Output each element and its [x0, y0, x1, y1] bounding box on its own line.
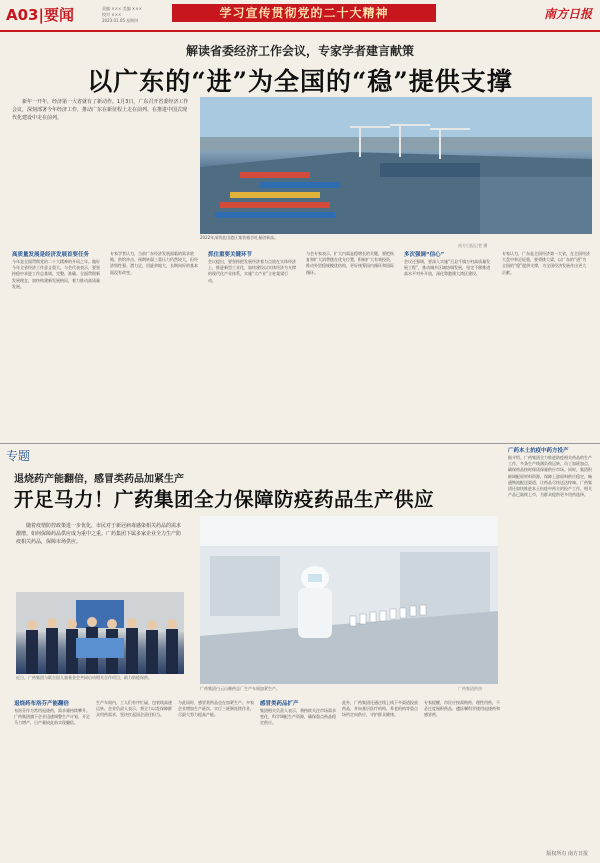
page-code: A03|要闻	[6, 6, 74, 24]
factory-photo-credit: 广药集团供图	[458, 686, 482, 691]
story2-columns	[14, 700, 504, 858]
campaign-banner: 学习宣传贯彻党的二十大精神	[172, 4, 436, 22]
story1-col: 与会专家表示，扩大内需是稳增长的关键，要把恢复和扩大消费摆在优先位置，积极扩大有效投资，推动外贸稳规模优结构，更好统筹国内循环和国际循环。	[306, 251, 394, 275]
ceremony-photo-caption: 近日，广药集团与联合国儿童基金会共同启动相关合作项目，助力防疫保供。	[16, 675, 152, 680]
story2-col: 与此同时，感冒类药品也在加紧生产。多家企业增加生产班次，实行三班倒连续作业，尽最大努力提高产能。	[178, 700, 254, 718]
section-divider	[0, 443, 600, 444]
factory-photo	[200, 516, 498, 684]
story2-col: 感冒类药品扩产 集团相关负责人表示，将持续关注市场需求变化，科学调配生产资源，确保重点药品稳定供应。	[260, 701, 336, 726]
topic-label: 专题	[6, 449, 31, 463]
story1-col: 专家学者认为，当前广东经济发展面临的需求收缩、供给冲击、预期转弱三重压力仍然较大，但经济韧性强、潜力足、回旋余地大，长期向好的基本面没有改变。	[110, 251, 198, 275]
editor-meta: 责编 ××× 美编 ××× 校对 ××× 2023.01.05 星期四	[102, 6, 142, 23]
port-photo-caption: 2022年深圳盐田港区集装箱吞吐量创新高。	[200, 235, 279, 240]
newspaper-logo: 南方日报	[543, 7, 592, 21]
story1-headline: 以广东的“进”为全国的“稳”提供支撑	[87, 67, 513, 96]
story2-kicker: 退烧药产能翻倍，感冒类药品加紧生产	[14, 474, 184, 485]
story2-col: 生产车间内，工人们有序忙碌，包装线高速运转。企业负责人表示，将全力以赴保障群众用药需求，坚决扛起国企责任担当。	[96, 700, 172, 718]
story1-col: 高质量发展是经济发展首要任务 今年是全面贯彻党的二十大精神的开局之年。做好今年全省经济工作意义重大。与会代表表示，要坚持稳中求进工作总基调，完整、准确、全面贯彻新发展理念，加快构建新发展格局，着力推动高质量发展。	[12, 252, 100, 289]
story1-col: 多次强调“信心” 会议还强调，要深入实施“百县千镇万村高质量发展工程”，推动城乡区域协调发展，坚定不移推进高水平对外开放，深化粤港澳大湾区建设。	[404, 252, 491, 277]
page-footer: 版权所有 南方日报	[546, 851, 588, 857]
ceremony-photo	[16, 592, 184, 674]
story1-col: 抓住重要关键环节 会议提出，要坚持把发展经济着力点放在实体经济上，推进新型工业化，加快建设以实体经济为支撑的现代化产业体系，实施“大产业”立柱架梁行动。	[208, 252, 296, 283]
story1-lead: 新年一开年，经济第一大省就有了新动作。1月3日，广东召开省委经济工作会议，深刻部署今年经济工作，推动广东在新征程上走在前列、在推进中国式现代化建设中走在前列。	[12, 99, 189, 121]
story1-kicker: 解读省委经济工作会议，专家学者建言献策	[185, 44, 414, 58]
story2-col: 退烧药布洛芬产能翻倍 布洛芬作为常用退烧药，需求量持续攀升。广药集团旗下企业迅速调整生产计划，开足马力增产，日产量较此前实现翻倍。	[14, 701, 90, 726]
factory-photo-caption: 广药集团白云山制药总厂生产车间加紧生产。	[200, 686, 280, 691]
port-photo-credit: 南方日报记者 摄	[458, 243, 488, 248]
story2-lead: 随着疫情防控政策进一步优化，市民对于新冠病毒感染相关药品的需求激增。如何保障药品供应成为重中之重。广药集团下属多家企业全力生产防疫相关药品，保障市场供应。	[16, 523, 182, 545]
story1-col: 专家认为，广东是全国经济第一大省，在全国经济大盘中举足轻重，要勇挑大梁，以广东的“进”为全国的“稳”提供支撑，为全国经济发展作出更大贡献。	[502, 251, 590, 275]
masthead	[0, 0, 600, 32]
story1-columns	[12, 251, 590, 431]
story2-headline: 开足马力！广药集团全力保障防疫药品生产供应	[14, 488, 435, 511]
story2-right-column: 广药本土抗疫中药方投产 据介绍，广药集团全力推进防疫相关药品的生产工作，多条生产线满负荷运转，员工加班加点，确保药品按时保质保量供应市场。同时，集团积极调配原材料资源，保障上游原料供应稳定，畅通物流配送渠道，让药品尽快送达终端。广药集团还加快推进本土抗疫中药方的投产工作，相关产品已陆续上市，为群众提供更多用药选择。	[508, 448, 592, 498]
story2-col: 专家提醒，市民应按需购药、理性用药，不必过度囤积药品，遵医嘱科学使用退烧药和感冒药。	[424, 700, 500, 718]
port-photo	[200, 97, 592, 234]
story2-col: 此外，广药集团还通过线上线下多渠道投放药品，并向基层医疗机构、养老机构等重点场所定向供应，守护群众健康。	[342, 700, 418, 718]
